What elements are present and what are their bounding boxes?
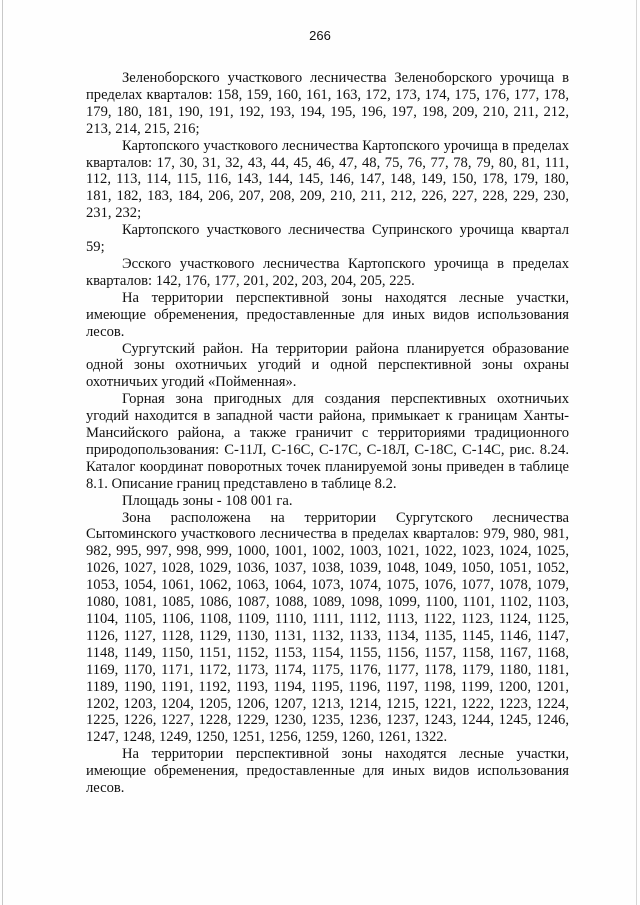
paragraph-zelenoborsky: Зеленоборского участкового лесничества Зеленоборского урочища в пределах кварталов: 158, 159, 160, 161, 163, 172, 173, 174, 175, 176, 177, 178, 179, 180, 181, 190, 191, 192, 193, 194, 195, 196, 197, 198, 209, 210, 211, 212, 213, 214, 215, 216; [86,70,569,137]
scan-edge-right [636,0,637,905]
paragraph-surgut-district: Сургутский район. На территории района планируется образование одной зоны охотничьих угодий и одной перспективной зоны охраны охотничьих угодий «Пойменная». [86,340,569,391]
paragraph-encumbrances-1: На территории перспективной зоны находятся лесные участки, имеющие обременения, предоставленные для иных видов использования лесов. [86,289,569,340]
paragraph-suprinsky: Картопского участкового лесничества Супринского урочища квартал 59; [86,222,569,256]
page-number: 266 [309,28,331,43]
text-body [86,70,569,797]
paragraph-kartopsky: Картопского участкового лесничества Картопского урочища в пределах кварталов: 17, 30, 31, 32, 43, 44, 45, 46, 47, 48, 75, 76, 77, 78, 79, 80, 81, 111, 112, 113, 114, 115, 116, 143, 144, 145, 146, 147, 148, 149, 150, 178, 179, 180, 181, 182, 183, 184, 206, 207, 208, 209, 210, 211, 212, 226, 227, 228, 229, 230, 231, 232; [86,137,569,222]
paragraph-zone-location: Зона расположена на территории Сургутского лесничества Сытоминского участкового лесничества в пределах кварталов: 979, 980, 981, 982, 995, 997, 998, 999, 1000, 1001, 1002, 1003, 1021, 1022, 1023, 1024, 1025, 1026, 1027, 1028, 1029, 1036, 1037, 1038, 1039, 1048, 1049, 1050, 1051, 1052, 1053, 1054, 1061, 1062, 1063, 1064, 1073, 1074, 1075, 1076, 1077, 1078, 1079, 1080, 1081, 1085, 1086, 1087, 1088, 1089, 1098, 1099, 1100, 1101, 1102, 1103, 1104, 1105, 1106, 1108, 1109, 1110, 1111, 1112, 1113, 1122, 1123, 1124, 1125, 1126, 1127, 1128, 1129, 1130, 1131, 1132, 1133, 1134, 1135, 1145, 1146, 1147, 1148, 1149, 1150, 1151, 1152, 1153, 1154, 1155, 1156, 1157, 1158, 1167, 1168, 1169, 1170, 1171, 1172, 1173, 1174, 1175, 1176, 1177, 1178, 1179, 1180, 1181, 1189, 1190, 1191, 1192, 1193, 1194, 1195, 1196, 1197, 1198, 1199, 1200, 1201, 1202, 1203, 1204, 1205, 1206, 1207, 1213, 1214, 1215, 1221, 1222, 1223, 1224, 1225, 1226, 1227, 1228, 1229, 1230, 1235, 1236, 1237, 1243, 1244, 1245, 1246, 1247, 1248, 1249, 1250, 1251, 1256, 1259, 1260, 1261, 1322. [86,509,569,746]
paragraph-zone-area: Площадь зоны - 108 001 га. [122,492,293,509]
paragraph-essky: Эсского участкового лесничества Картопского урочища в пределах кварталов: 142, 176, 177, 201, 202, 203, 204, 205, 225. [86,255,569,289]
paragraph-encumbrances-2: На территории перспективной зоны находятся лесные участки, имеющие обременения, предоставленные для иных видов использования лесов. [86,746,569,797]
scan-edge-left [2,0,3,905]
paragraph-mountain-zone: Горная зона пригодных для создания перспективных охотничьих угодий находится в западной части района, примыкает к границам Ханты-Мансийского района, а также граничит с территориями традиционного природопользования: С-11Л, С-16С, С-17С, С-18Л, С-18С, С-14С, рис. 8.24. Каталог координат поворотных точек планируемой зоны приведен в таблице 8.1. Описание границ представлено в таблице 8.2. [86,391,569,492]
